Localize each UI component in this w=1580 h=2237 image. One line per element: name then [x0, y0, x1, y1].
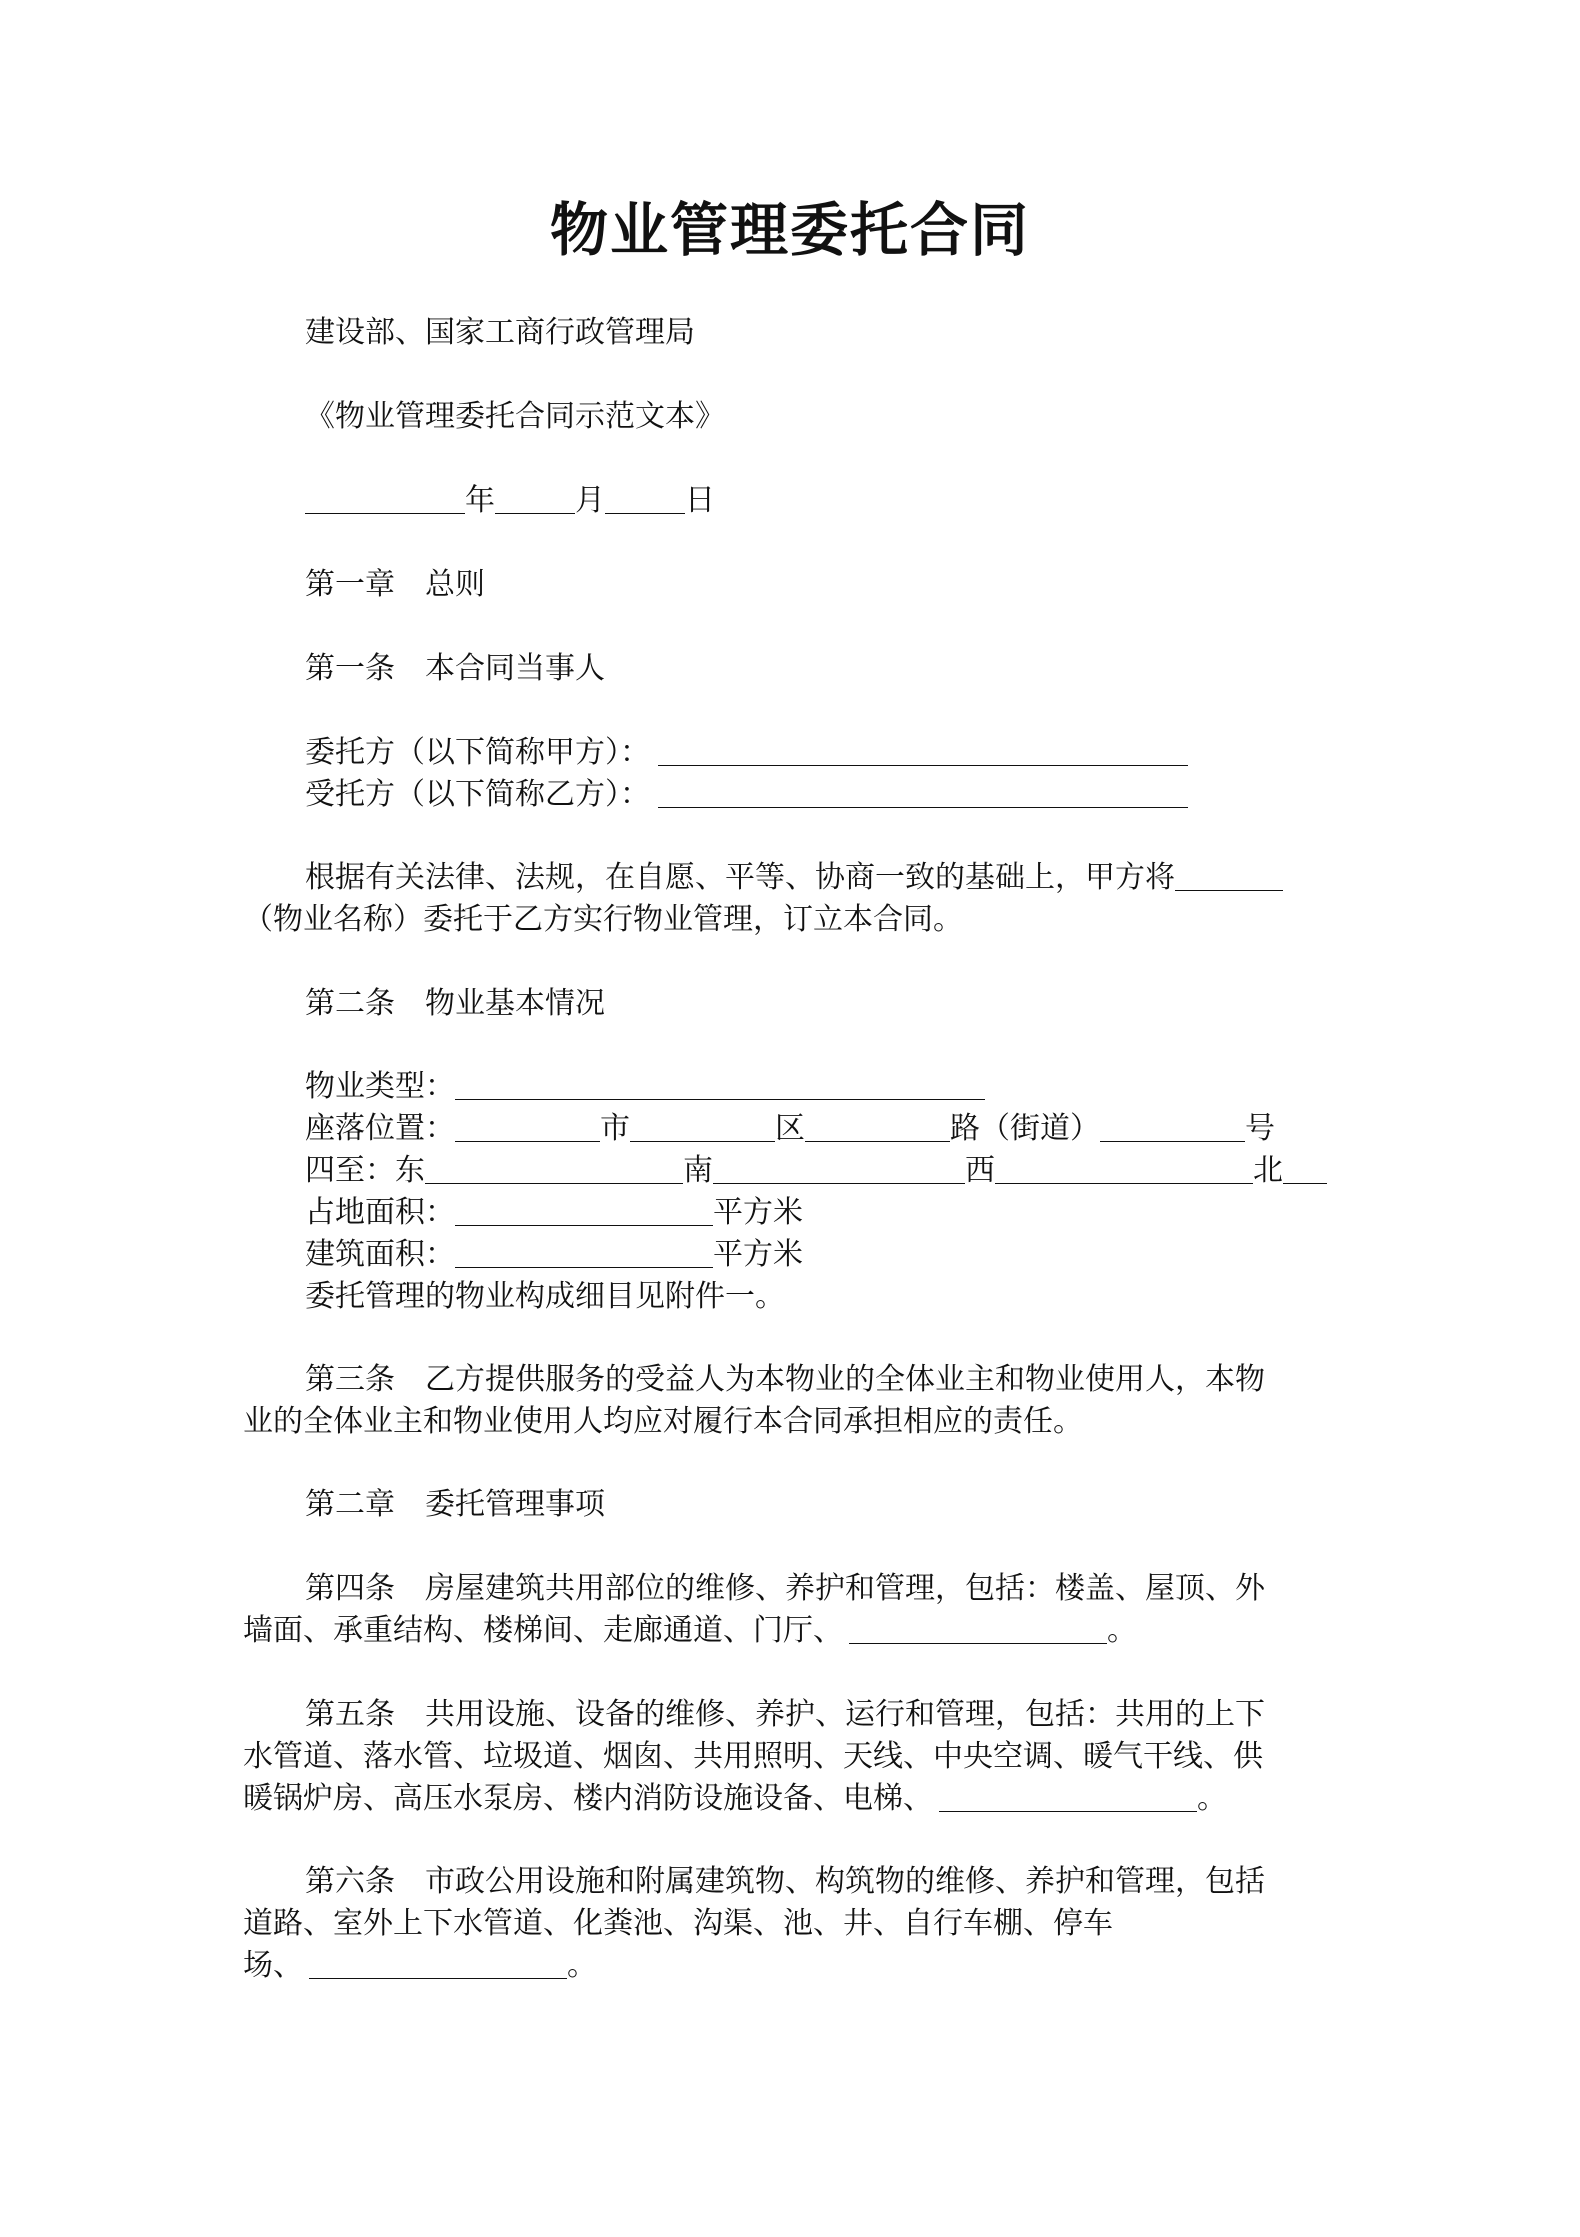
document-title: 物业管理委托合同	[549, 196, 1030, 264]
road-blank[interactable]	[805, 1111, 950, 1142]
building-area-label: 建筑面积：	[305, 1237, 455, 1272]
north-blank[interactable]	[1283, 1153, 1327, 1184]
year-blank[interactable]	[305, 483, 465, 514]
building-area-line	[305, 1234, 1405, 1276]
article5-end: 。	[1197, 1781, 1227, 1816]
day-blank[interactable]	[605, 483, 685, 514]
article4-line1: 第四条 房屋建筑共用部位的维修、养护和管理，包括：楼盖、屋顶、外	[305, 1571, 1265, 1606]
party-b-line	[305, 774, 1405, 816]
land-area-label: 占地面积：	[305, 1195, 455, 1230]
city-blank[interactable]	[455, 1111, 600, 1142]
chapter2-name: 委托管理事项	[425, 1487, 605, 1522]
preamble-text: 根据有关法律、法规，在自愿、平等、协商一致的基础上，甲方将	[305, 860, 1175, 895]
building-area-blank[interactable]	[455, 1237, 713, 1268]
land-area-line	[305, 1192, 1405, 1234]
article4-line2	[243, 1610, 1343, 1652]
article4-blank[interactable]	[849, 1613, 1107, 1644]
property-type-line	[305, 1066, 1405, 1108]
article6-line1: 第六条 市政公用设施和附属建筑物、构筑物的维修、养护和管理，包括	[305, 1864, 1265, 1899]
party-b-label: 受托方（以下简称乙方）：	[305, 777, 650, 812]
article1-no: 第一条	[305, 651, 395, 686]
chapter1-name: 总则	[425, 567, 485, 602]
article6-end: 。	[567, 1948, 597, 1983]
west-label: 西	[965, 1153, 995, 1188]
land-area-unit: 平方米	[713, 1195, 803, 1230]
party-a-line	[305, 732, 1405, 774]
issuer-line: 建设部、国家工商行政管理局	[305, 315, 695, 350]
article6-line2: 道路、室外上下水管道、化粪池、沟渠、池、井、自行车棚、停车	[243, 1906, 1113, 1941]
preamble-line1	[305, 857, 1405, 899]
article6-line3	[243, 1945, 1343, 1987]
preamble-line2: （物业名称）委托于乙方实行物业管理，订立本合同。	[243, 902, 963, 937]
month-blank[interactable]	[495, 483, 575, 514]
article6-blank[interactable]	[309, 1948, 567, 1979]
article2-name: 物业基本情况	[425, 986, 605, 1021]
article5-blank[interactable]	[939, 1781, 1197, 1812]
article3-line2: 业的全体业主和物业使用人均应对履行本合同承担相应的责任。	[243, 1404, 1083, 1439]
location-line	[305, 1108, 1405, 1150]
article5-line1: 第五条 共用设施、设备的维修、养护、运行和管理，包括：共用的上下	[305, 1697, 1265, 1732]
property-name-blank[interactable]	[1175, 860, 1283, 891]
chapter2-heading	[305, 1484, 1405, 1526]
chapter1-no: 第一章	[305, 567, 395, 602]
year-label: 年	[465, 483, 495, 518]
road-label: 路（街道）	[950, 1111, 1100, 1146]
article1-name: 本合同当事人	[425, 651, 605, 686]
doc-name-line: 《物业管理委托合同示范文本》	[305, 399, 725, 434]
article3-line1: 第三条 乙方提供服务的受益人为本物业的全体业主和物业使用人，本物	[305, 1362, 1265, 1397]
article4-end: 。	[1107, 1613, 1137, 1648]
party-a-blank[interactable]	[658, 735, 1188, 766]
chapter1-heading	[305, 564, 1405, 606]
boundaries-line	[305, 1150, 1405, 1192]
month-label: 月	[575, 483, 605, 518]
article5-line2: 水管道、落水管、垃圾道、烟囱、共用照明、天线、中央空调、暖气干线、供	[243, 1739, 1263, 1774]
party-a-label: 委托方（以下简称甲方）：	[305, 735, 650, 770]
north-label: 北	[1253, 1153, 1283, 1188]
day-label: 日	[685, 483, 715, 518]
date-line	[305, 480, 1405, 522]
article4-text: 墙面、承重结构、楼梯间、走廊通道、门厅、	[243, 1613, 843, 1648]
article5-text: 暖锅炉房、高压水泵房、楼内消防设施设备、电梯、	[243, 1781, 933, 1816]
city-label: 市	[600, 1111, 630, 1146]
article1-heading	[305, 648, 1405, 690]
bounds-label: 四至：东	[305, 1153, 425, 1188]
east-blank[interactable]	[425, 1153, 683, 1184]
house-no-blank[interactable]	[1100, 1111, 1245, 1142]
south-label: 南	[683, 1153, 713, 1188]
house-no-label: 号	[1245, 1111, 1275, 1146]
district-blank[interactable]	[630, 1111, 775, 1142]
property-type-blank[interactable]	[455, 1069, 985, 1100]
south-blank[interactable]	[713, 1153, 965, 1184]
west-blank[interactable]	[995, 1153, 1253, 1184]
location-label: 座落位置：	[305, 1111, 455, 1146]
building-area-unit: 平方米	[713, 1237, 803, 1272]
property-type-label: 物业类型：	[305, 1069, 455, 1104]
article5-line3	[243, 1778, 1343, 1820]
district-label: 区	[775, 1111, 805, 1146]
article2-heading	[305, 983, 1405, 1025]
article2-no: 第二条	[305, 986, 395, 1021]
annex-note: 委托管理的物业构成细目见附件一。	[305, 1279, 785, 1314]
party-b-blank[interactable]	[658, 777, 1188, 808]
chapter2-no: 第二章	[305, 1487, 395, 1522]
land-area-blank[interactable]	[455, 1195, 713, 1226]
article6-text: 场、	[243, 1948, 303, 1983]
